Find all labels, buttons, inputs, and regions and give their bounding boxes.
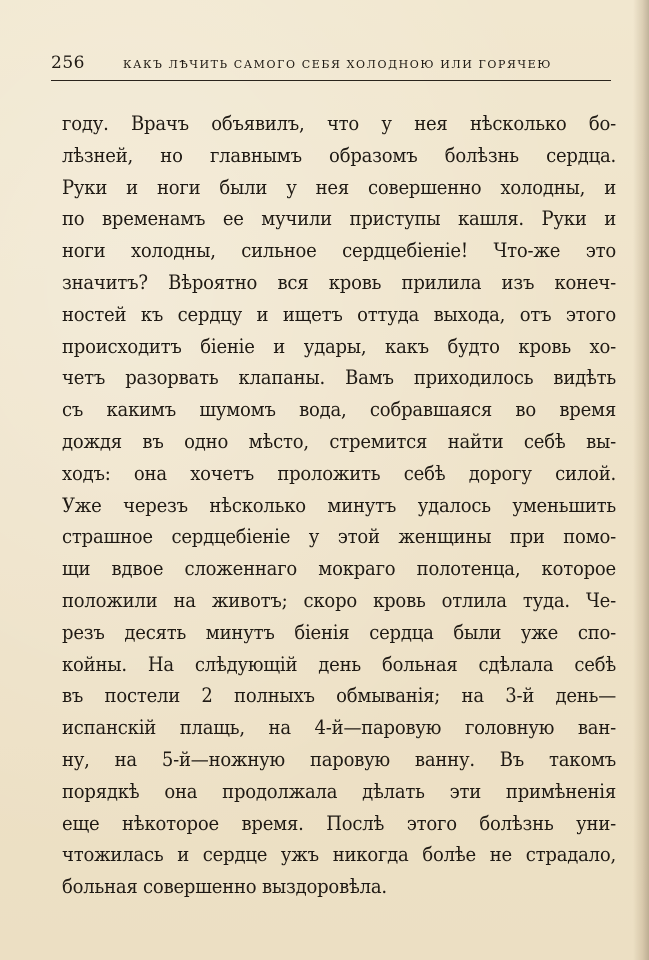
page-edge-shadow	[633, 0, 649, 960]
text-line: положили на животъ; скоро кровь отлила туда. Че-	[62, 587, 616, 612]
text-line: дождя въ одно мѣсто, стремится найти себѣ вы-	[62, 428, 616, 453]
text-line: испанскій плащь, на 4-й—паровую головную ван-	[62, 715, 616, 740]
text-line: ну, на 5-й—ножную паровую ванну. Въ такомъ	[62, 746, 616, 771]
text-line: въ постели 2 полныхъ обмыванія; на 3-й день—	[62, 683, 616, 708]
text-line: году. Врачъ объявилъ, что у нея нѣсколько бо-	[62, 111, 616, 135]
text-line: ноги холодны, сильное сердцебіеніе! Что-же это	[62, 238, 616, 263]
text-line: по временамъ ее мучили приступы кашля. Руки и	[62, 206, 616, 231]
body-text	[62, 108, 616, 903]
text-line: ностей къ сердцу и ищетъ оттуда выхода, отъ этого	[62, 301, 616, 326]
text-line: Руки и ноги были у нея совершенно холодны, и	[62, 174, 616, 199]
page-header	[51, 51, 611, 73]
text-line: Уже черезъ нѣсколько минутъ удалось уменьшить	[62, 492, 616, 517]
page-number: 256	[51, 53, 85, 73]
text-line: ходъ: она хочетъ проложить себѣ дорогу силой.	[62, 460, 616, 485]
running-head: КАКЪ ЛѢЧИТЬ САМОГО СЕБЯ ХОЛОДНОЮ ИЛИ ГОРЯЧЕЮ	[123, 58, 552, 71]
text-line: съ какимъ шумомъ вода, собравшаяся во время	[62, 397, 616, 422]
text-line: происходитъ біеніе и удары, какъ будто кровь хо-	[62, 333, 616, 358]
text-line: порядкѣ она продолжала дѣлать эти примѣненія	[62, 778, 616, 803]
text-line: значитъ? Вѣроятно вся кровь прилила изъ конеч-	[62, 269, 616, 294]
text-line: щи вдвое сложеннаго мокраго полотенца, которое	[62, 556, 616, 581]
text-line: резъ десять минутъ біенія сердца были уже спо-	[62, 619, 616, 644]
text-line: еще нѣкоторое время. Послѣ этого болѣзнь уни-	[62, 810, 616, 835]
text-line: четъ разорвать клапаны. Вамъ приходилось видѣть	[62, 365, 616, 390]
text-line: страшное сердцебіеніе у этой женщины при помо-	[62, 524, 616, 549]
header-rule	[51, 80, 611, 81]
text-line: лѣзней, но главнымъ образомъ болѣзнь сердца.	[62, 142, 616, 167]
text-line: койны. На слѣдующій день больная сдѣлала себѣ	[62, 651, 616, 676]
text-line: чтожилась и сердце ужъ никогда болѣе не страдало,	[62, 842, 616, 867]
text-line: больная совершенно выздоровѣла.	[62, 874, 387, 899]
